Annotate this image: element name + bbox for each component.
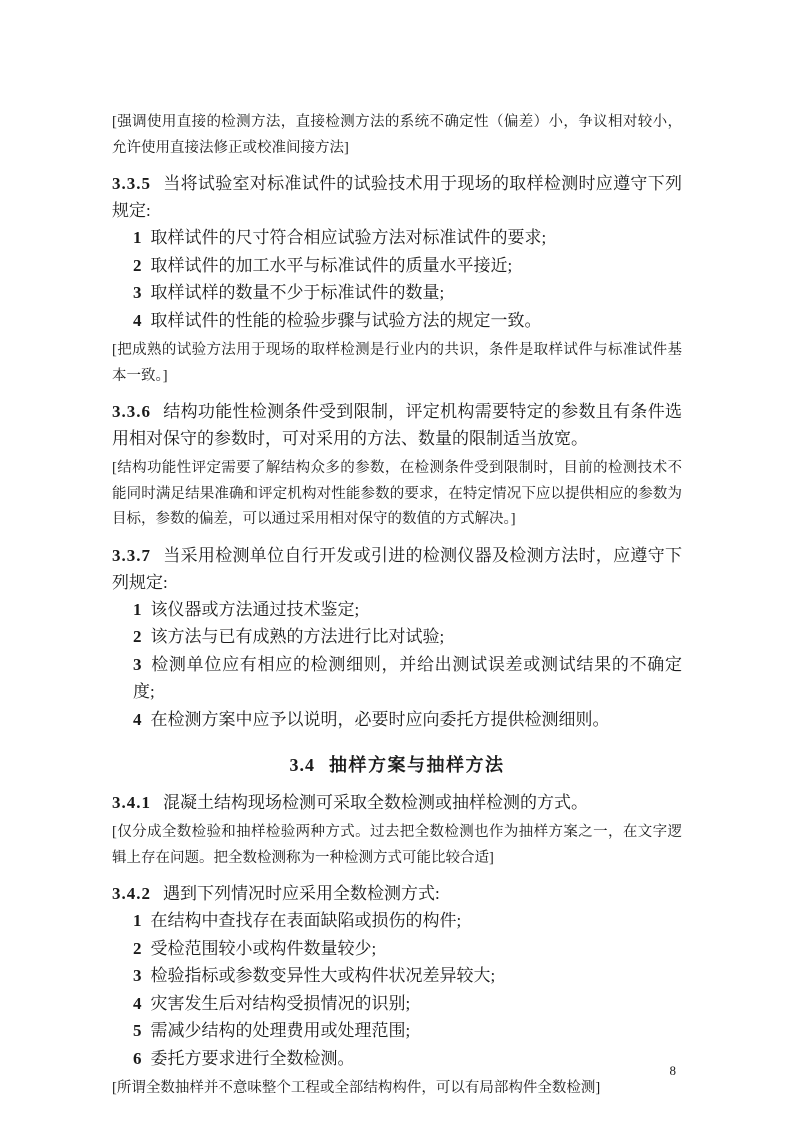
list-item-text: 该方法与已有成熟的方法进行比对试验; xyxy=(150,627,445,646)
list-item-number: 4 xyxy=(133,709,142,729)
list-item-1 xyxy=(112,224,682,252)
list-item-4 xyxy=(112,990,682,1018)
clause-3-3-5 xyxy=(112,170,682,224)
section-heading-text: 抽样方案与抽样方法 xyxy=(329,755,505,775)
clause-3-4-2 xyxy=(112,880,682,907)
list-item-3 xyxy=(112,651,682,706)
list-item-text: 受检范围较小或构件数量较少; xyxy=(150,938,377,958)
list-item-text: 取样试件的加工水平与标准试件的质量水平接近; xyxy=(150,255,513,275)
list-item-2 xyxy=(112,623,682,651)
list-item-number: 1 xyxy=(133,599,142,619)
list-item-text: 在检测方案中应予以说明，必要时应向委托方提供检测细则。 xyxy=(150,709,610,729)
list-item-number: 2 xyxy=(133,627,142,646)
list-item-text: 该仪器或方法通过技术鉴定; xyxy=(150,599,360,619)
annotation: [把成熟的试验方法用于现场的取样检测是行业内的共识，条件是取样试件与标准试件基本一致。] xyxy=(112,342,682,384)
clause-3-3-7 xyxy=(112,542,682,596)
list-item-number: 3 xyxy=(133,654,142,674)
list-item-text: 检验指标或参数变异性大或构件状况差异较大; xyxy=(150,966,496,985)
list-item-number: 3 xyxy=(133,283,142,302)
list-item-text: 需减少结构的处理费用或处理范围; xyxy=(150,1021,411,1040)
clause-number: 3.3.7 xyxy=(112,545,151,565)
list-item-2 xyxy=(112,252,682,280)
list-item-text: 委托方要求进行全数检测。 xyxy=(150,1048,355,1068)
clause-text: 结构功能性检测条件受到限制，评定机构需要特定的参数且有条件选用相对保守的参数时，可对采用的方法、数量的限制适当放宽。 xyxy=(112,402,682,448)
list-item-6 xyxy=(112,1045,682,1073)
list-item-4 xyxy=(112,307,682,335)
list-item-1 xyxy=(112,596,682,624)
clause-text: 当将试验室对标准试件的试验技术用于现场的取样检测时应遵守下列规定: xyxy=(112,174,682,220)
list-item-number: 2 xyxy=(133,255,142,275)
section-heading-3-4 xyxy=(112,751,682,779)
clause-number: 3.4.1 xyxy=(112,793,151,812)
list-item-text: 灾害发生后对结构受损情况的识别; xyxy=(150,993,411,1013)
page-number: 8 xyxy=(669,1063,676,1078)
clause-number: 3.4.2 xyxy=(112,884,151,903)
list-item-number: 4 xyxy=(133,993,142,1013)
list-item-number: 2 xyxy=(133,938,142,958)
list-item-number: 6 xyxy=(133,1048,142,1068)
list-item-number: 3 xyxy=(133,966,142,985)
list-item-3 xyxy=(112,279,682,307)
annotation: [所谓全数抽样并不意味整个工程或全部结构构件，可以有局部构件全数检测] xyxy=(112,1080,601,1096)
clause-number: 3.3.5 xyxy=(112,174,151,193)
list-item-5 xyxy=(112,1017,682,1045)
clause-number: 3.3.6 xyxy=(112,402,151,421)
clause-text: 遇到下列情况时应采用全数检测方式: xyxy=(163,884,440,903)
list-item-4 xyxy=(112,706,682,734)
list-item-1 xyxy=(112,907,682,935)
section-heading-number: 3.4 xyxy=(289,755,315,775)
list-item-3 xyxy=(112,962,682,990)
list-item-number: 1 xyxy=(133,911,142,930)
list-item-text: 取样试件的性能的检验步骤与试验方法的规定一致。 xyxy=(150,310,542,330)
list-item-text: 在结构中查找存在表面缺陷或损伤的构件; xyxy=(150,911,462,930)
annotation: [结构功能性评定需要了解结构众多的参数，在检测条件受到限制时，目前的检测技术不能同时满足结果准确和评定机构对性能参数的要求，在特定情况下应以提供相应的参数为目标，参数的偏差，可以通过采用相对保守的数值的方式解决。] xyxy=(112,460,682,527)
list-item-number: 1 xyxy=(133,228,142,247)
list-item-number: 4 xyxy=(133,310,142,330)
list-item-number: 5 xyxy=(133,1021,142,1040)
clause-3-4-1 xyxy=(112,789,682,816)
annotation: [仅分成全数检验和抽样检验两种方式。过去把全数检测也作为抽样方案之一，在文字逻辑上存在问题。把全数检测称为一种检测方式可能比较合适] xyxy=(112,824,682,866)
list-item-2 xyxy=(112,935,682,963)
clause-text: 当采用检测单位自行开发或引进的检测仪器及检测方法时，应遵守下列规定: xyxy=(112,545,682,592)
list-item-text: 取样试件的尺寸符合相应试验方法对标准试件的要求; xyxy=(150,228,547,247)
list-item-text: 取样试样的数量不少于标准试件的数量; xyxy=(150,283,445,302)
list-item-text: 检测单位应有相应的检测细则，并给出测试误差或测试结果的不确定度; xyxy=(133,654,682,701)
annotation: [强调使用直接的检测方法，直接检测方法的系统不确定性（偏差）小，争议相对较小，允许使用直接法修正或校准间接方法] xyxy=(112,114,682,156)
document-body xyxy=(112,110,682,1102)
clause-3-3-6 xyxy=(112,398,682,452)
clause-text: 混凝土结构现场检测可采取全数检测或抽样检测的方式。 xyxy=(163,793,588,812)
